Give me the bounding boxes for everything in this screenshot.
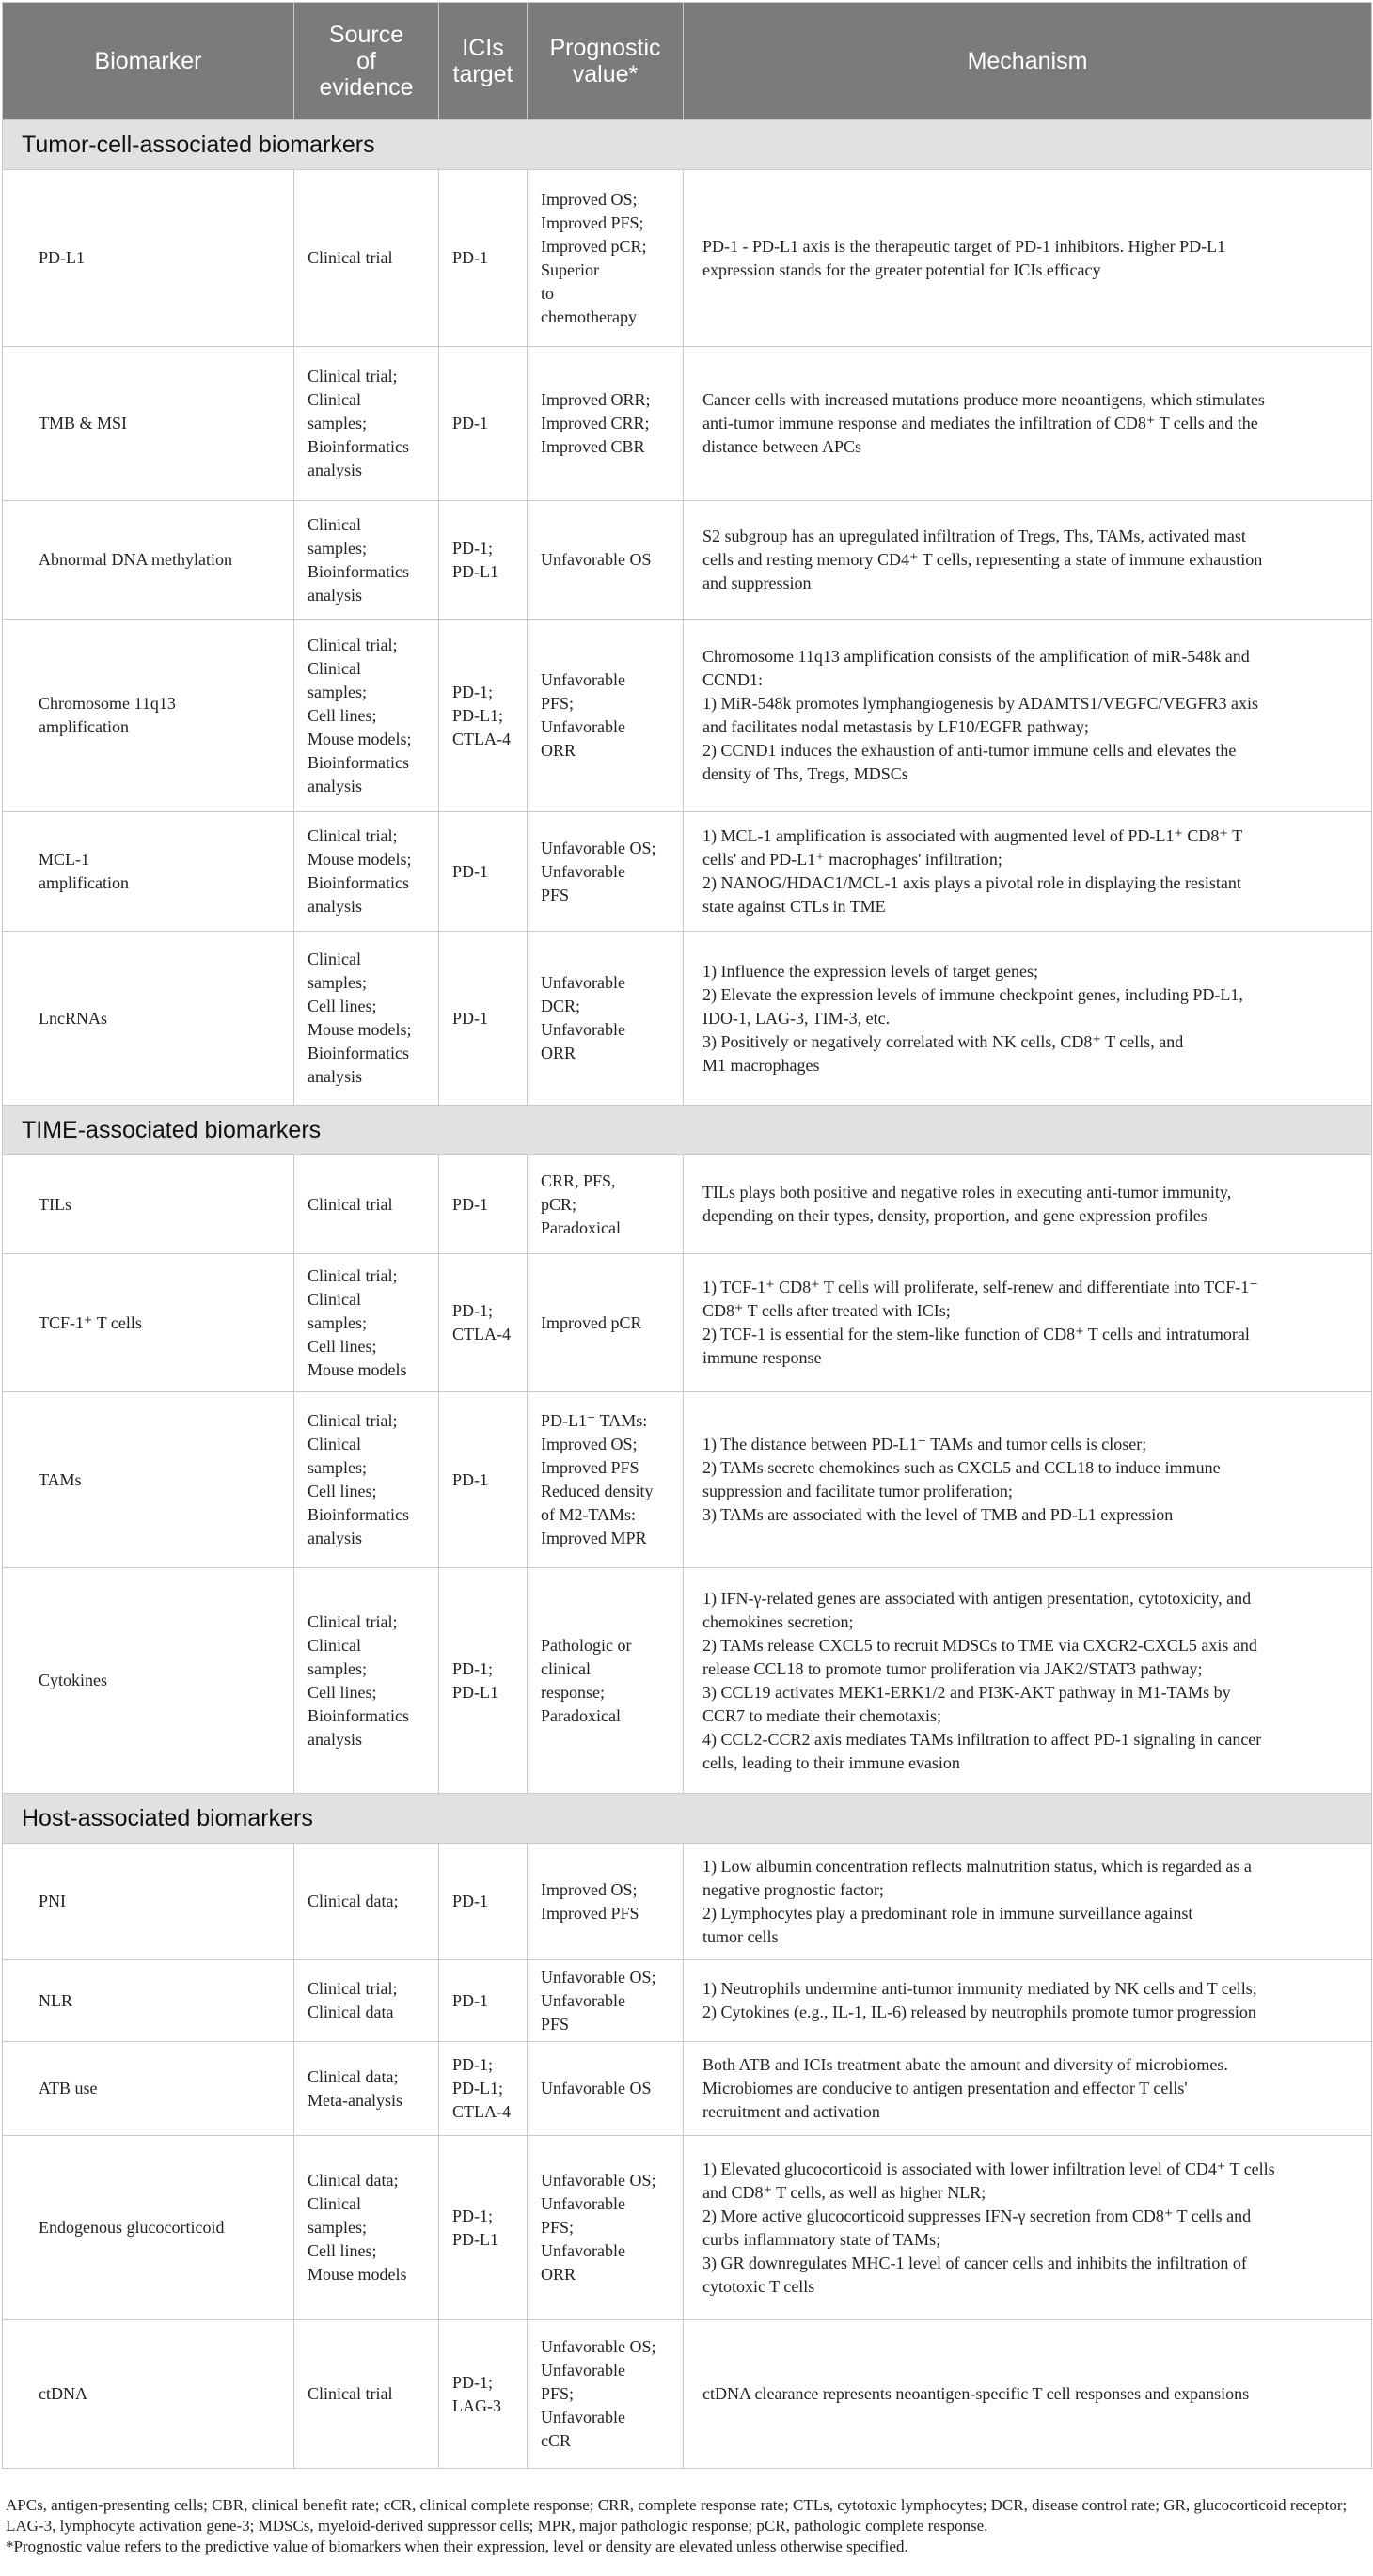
cell-biomarker: TAMs: [3, 1392, 294, 1568]
table-row: [3, 2320, 1372, 2469]
cell-target: PD-1: [439, 1392, 528, 1568]
section-row: [3, 1106, 1372, 1155]
cell-mechanism: 1) Elevated glucocorticoid is associated with lower infiltration level of CD4⁺ T cells and CD8⁺ T cells, as well as higher NLR; 2) More active glucocorticoid suppresses IFN-γ secretion from CD8⁺ T cells and curbs inflammatory state of TAMs; 3) GR downregulates MHC-1 level of cancer cells and inhibits the infiltration of cytotoxic T cells: [684, 2136, 1372, 2320]
section-title: TIME-associated biomarkers: [3, 1106, 1372, 1155]
cell-mechanism: 1) The distance between PD-L1⁻ TAMs and tumor cells is closer; 2) TAMs secrete chemokines such as CXCL5 and CCL18 to induce immune suppression and facilitate tumor proliferation; 3) TAMs are associated with the level of TMB and PD-L1 expression: [684, 1392, 1372, 1568]
cell-target: PD-1: [439, 170, 528, 347]
cell-mechanism: TILs plays both positive and negative roles in executing anti-tumor immunity, depending on their types, density, proportion, and gene expression profiles: [684, 1155, 1372, 1254]
cell-prognostic: Unfavorable OS: [528, 2042, 684, 2136]
cell-biomarker: Abnormal DNA methylation: [3, 501, 294, 620]
cell-prognostic: Pathologic or clinical response; Paradoxical: [528, 1568, 684, 1794]
cell-prognostic: Unfavorable OS; Unfavorable PFS: [528, 1960, 684, 2042]
header-source-of-evidence: Source of evidence: [294, 3, 439, 120]
header-row: [3, 3, 1372, 120]
table-row: [3, 2136, 1372, 2320]
cell-biomarker: PD-L1: [3, 170, 294, 347]
cell-biomarker: LncRNAs: [3, 932, 294, 1106]
table-row: [3, 2042, 1372, 2136]
table-row: [3, 501, 1372, 620]
cell-prognostic: Unfavorable PFS; Unfavorable ORR: [528, 620, 684, 812]
cell-target: PD-1; CTLA-4: [439, 1254, 528, 1392]
cell-prognostic: Unfavorable DCR; Unfavorable ORR: [528, 932, 684, 1106]
cell-biomarker: MCL-1 amplification: [3, 812, 294, 932]
cell-mechanism: 1) Influence the expression levels of target genes; 2) Elevate the expression levels of immune checkpoint genes, including PD-L1, IDO-1, LAG-3, TIM-3, etc. 3) Positively or negatively correlated with NK cells, CD8⁺ T cells, and M1 macrophages: [684, 932, 1372, 1106]
cell-source: Clinical samples; Cell lines; Mouse models; Bioinformatics analysis: [294, 932, 439, 1106]
cell-source: Clinical data; Clinical samples; Cell lines; Mouse models: [294, 2136, 439, 2320]
cell-source: Clinical trial: [294, 1155, 439, 1254]
header-prognostic-value: Prognostic value*: [528, 3, 684, 120]
section-title: Tumor-cell-associated biomarkers: [3, 120, 1372, 170]
cell-source: Clinical trial; Clinical data: [294, 1960, 439, 2042]
cell-biomarker: Endogenous glucocorticoid: [3, 2136, 294, 2320]
cell-biomarker: TCF-1⁺ T cells: [3, 1254, 294, 1392]
cell-target: PD-1: [439, 1960, 528, 2042]
asterisk-note: *Prognostic value refers to the predictive value of biomarkers when their expression, level or density are elevated unless otherwise specified.: [6, 2537, 908, 2555]
table-row: [3, 1392, 1372, 1568]
table-row: [3, 170, 1372, 347]
cell-target: PD-1; PD-L1; CTLA-4: [439, 2042, 528, 2136]
cell-prognostic: Unfavorable OS; Unfavorable PFS; Unfavorable ORR: [528, 2136, 684, 2320]
cell-mechanism: PD-1 - PD-L1 axis is the therapeutic target of PD-1 inhibitors. Higher PD-L1 expression stands for the greater potential for ICIs efficacy: [684, 170, 1372, 347]
cell-source: Clinical trial; Mouse models; Bioinformatics analysis: [294, 812, 439, 932]
cell-biomarker: PNI: [3, 1844, 294, 1960]
cell-mechanism: 1) MCL-1 amplification is associated with augmented level of PD-L1⁺ CD8⁺ T cells' and PD-L1⁺ macrophages' infiltration; 2) NANOG/HDAC1/MCL-1 axis plays a pivotal role in displaying the resistant state against CTLs in TME: [684, 812, 1372, 932]
cell-target: PD-1: [439, 812, 528, 932]
section-row: [3, 1794, 1372, 1844]
table-row: [3, 1254, 1372, 1392]
cell-biomarker: TMB & MSI: [3, 347, 294, 501]
abbreviations-note: APCs, antigen-presenting cells; CBR, clinical benefit rate; cCR, clinical complete response; CRR, complete response rate; CTLs, cytotoxic lymphocytes; DCR, disease control rate; GR, glucocorticoid receptor; LAG-3, lymphocyte activation gene-3; MDSCs, myeloid-derived suppressor cells; MPR, major pathologic response; pCR, pathologic complete response.: [6, 2496, 1348, 2535]
cell-biomarker: Cytokines: [3, 1568, 294, 1794]
header-icis-target: ICIs target: [439, 3, 528, 120]
cell-prognostic: CRR, PFS, pCR; Paradoxical: [528, 1155, 684, 1254]
cell-biomarker: ATB use: [3, 2042, 294, 2136]
cell-source: Clinical data;: [294, 1844, 439, 1960]
table-row: [3, 1960, 1372, 2042]
section-row: [3, 120, 1372, 170]
cell-target: PD-1: [439, 932, 528, 1106]
cell-mechanism: Cancer cells with increased mutations produce more neoantigens, which stimulates anti-tumor immune response and mediates the infiltration of CD8⁺ T cells and the distance between APCs: [684, 347, 1372, 501]
cell-mechanism: 1) IFN-γ-related genes are associated with antigen presentation, cytotoxicity, and chemokines secretion; 2) TAMs release CXCL5 to recruit MDSCs to TME via CXCR2-CXCL5 axis and release CCL18 to promote tumor proliferation via JAK2/STAT3 pathway; 3) CCL19 activates MEK1-ERK1/2 and PI3K-AKT pathway in M1-TAMs by CCR7 to mediate their chemotaxis; 4) CCL2-CCR2 axis mediates TAMs infiltration to affect PD-1 signaling in cancer cells, leading to their immune evasion: [684, 1568, 1372, 1794]
cell-prognostic: Unfavorable OS: [528, 501, 684, 620]
cell-source: Clinical data; Meta-analysis: [294, 2042, 439, 2136]
table-row: [3, 1844, 1372, 1960]
table-row: [3, 1155, 1372, 1254]
header-biomarker: Biomarker: [3, 3, 294, 120]
table-row: [3, 620, 1372, 812]
cell-mechanism: 1) Neutrophils undermine anti-tumor immunity mediated by NK cells and T cells; 2) Cytokines (e.g., IL-1, IL-6) released by neutrophils promote tumor progression: [684, 1960, 1372, 2042]
section-title: Host-associated biomarkers: [3, 1794, 1372, 1844]
table-footnotes: [6, 2495, 1367, 2557]
cell-target: PD-1; PD-L1: [439, 1568, 528, 1794]
cell-source: Clinical trial; Clinical samples; Cell lines; Bioinformatics analysis: [294, 1568, 439, 1794]
table-row: [3, 347, 1372, 501]
page: [0, 2, 1373, 2576]
cell-source: Clinical trial; Clinical samples; Cell lines; Mouse models: [294, 1254, 439, 1392]
cell-mechanism: 1) TCF-1⁺ CD8⁺ T cells will proliferate, self-renew and differentiate into TCF-1⁻ CD8⁺ T cells after treated with ICIs; 2) TCF-1 is essential for the stem-like function of CD8⁺ T cells and intratumoral immune response: [684, 1254, 1372, 1392]
cell-biomarker: NLR: [3, 1960, 294, 2042]
table-row: [3, 812, 1372, 932]
cell-prognostic: PD-L1⁻ TAMs: Improved OS; Improved PFS Reduced density of M2-TAMs: Improved MPR: [528, 1392, 684, 1568]
cell-source: Clinical trial; Clinical samples; Cell lines; Mouse models; Bioinformatics analysis: [294, 620, 439, 812]
cell-mechanism: 1) Low albumin concentration reflects malnutrition status, which is regarded as a negative prognostic factor; 2) Lymphocytes play a predominant role in immune surveillance against tumor cells: [684, 1844, 1372, 1960]
header-mechanism: Mechanism: [684, 3, 1372, 120]
cell-target: PD-1; PD-L1: [439, 501, 528, 620]
cell-biomarker: Chromosome 11q13 amplification: [3, 620, 294, 812]
cell-biomarker: ctDNA: [3, 2320, 294, 2469]
biomarker-table: [2, 2, 1372, 2469]
cell-target: PD-1; LAG-3: [439, 2320, 528, 2469]
table-row: [3, 932, 1372, 1106]
cell-target: PD-1; PD-L1; CTLA-4: [439, 620, 528, 812]
cell-target: PD-1; PD-L1: [439, 2136, 528, 2320]
cell-source: Clinical trial; Clinical samples; Bioinformatics analysis: [294, 347, 439, 501]
cell-target: PD-1: [439, 1155, 528, 1254]
cell-prognostic: Unfavorable OS; Unfavorable PFS: [528, 812, 684, 932]
cell-prognostic: Improved ORR; Improved CRR; Improved CBR: [528, 347, 684, 501]
cell-target: PD-1: [439, 347, 528, 501]
cell-prognostic: Improved OS; Improved PFS: [528, 1844, 684, 1960]
table-row: [3, 1568, 1372, 1794]
cell-mechanism: ctDNA clearance represents neoantigen-specific T cell responses and expansions: [684, 2320, 1372, 2469]
cell-mechanism: Chromosome 11q13 amplification consists of the amplification of miR-548k and CCND1: 1) MiR-548k promotes lymphangiogenesis by ADAMTS1/VEGFC/VEGFR3 axis and facilitates nodal metastasis by LF10/EGFR pathway; 2) CCND1 induces the exhaustion of anti-tumor immune cells and elevates the density of Ths, Tregs, MDSCs: [684, 620, 1372, 812]
cell-source: Clinical trial; Clinical samples; Cell lines; Bioinformatics analysis: [294, 1392, 439, 1568]
cell-target: PD-1: [439, 1844, 528, 1960]
cell-biomarker: TILs: [3, 1155, 294, 1254]
cell-prognostic: Unfavorable OS; Unfavorable PFS; Unfavorable cCR: [528, 2320, 684, 2469]
cell-prognostic: Improved pCR: [528, 1254, 684, 1392]
cell-mechanism: Both ATB and ICIs treatment abate the amount and diversity of microbiomes. Microbiomes are conducive to antigen presentation and effector T cells' recruitment and activation: [684, 2042, 1372, 2136]
cell-prognostic: Improved OS; Improved PFS; Improved pCR; Superior to chemotherapy: [528, 170, 684, 347]
cell-mechanism: S2 subgroup has an upregulated infiltration of Tregs, Ths, TAMs, activated mast cells and resting memory CD4⁺ T cells, representing a state of immune exhaustion and suppression: [684, 501, 1372, 620]
cell-source: Clinical trial: [294, 2320, 439, 2469]
cell-source: Clinical trial: [294, 170, 439, 347]
cell-source: Clinical samples; Bioinformatics analysis: [294, 501, 439, 620]
